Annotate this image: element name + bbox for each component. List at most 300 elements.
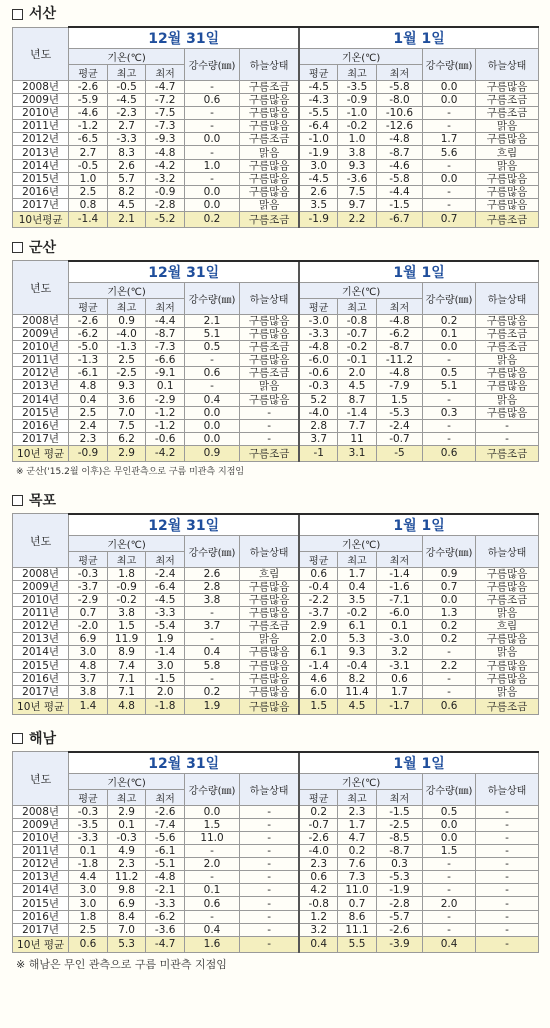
table-cell: -1.7 [376,698,422,714]
table-row [13,354,539,367]
table-cell: - [476,805,539,818]
table-cell: -4.8 [376,133,422,146]
table-cell: 1.4 [69,698,108,714]
min-header: 최저 [146,789,185,805]
table-cell: 0.6 [299,567,338,580]
table-cell: 구름많음 [476,172,539,185]
table-cell: 7.4 [107,659,146,672]
table-cell: 10년 평균 [13,445,69,461]
table-cell: 3.0 [69,646,108,659]
table-cell: 구름많음 [240,580,300,593]
table-cell: -4.0 [299,845,338,858]
table-cell: -1.3 [107,341,146,354]
table-cell: - [423,871,476,884]
table-cell: 2.3 [338,805,377,818]
table-cell: -4.4 [376,185,422,198]
table-cell: -3.3 [107,133,146,146]
table-cell: -2.8 [376,897,422,910]
section-name: 목포 [29,492,57,509]
section-title [12,491,540,511]
table-cell: -5.9 [69,94,108,107]
table-row [13,818,539,831]
table-cell: - [476,884,539,897]
table-cell: -4.5 [299,81,338,94]
avg-header: 평균 [299,298,338,314]
table-cell: -2.6 [69,314,108,327]
table-cell: - [184,910,239,923]
table-cell: 2015년 [13,406,69,419]
table-cell: 8.6 [338,910,377,923]
table-cell: 2.7 [107,120,146,133]
table-cell: 1.7 [338,567,377,580]
table-cell: 0.4 [184,646,239,659]
table-cell: 3.8 [107,607,146,620]
table-cell: 7.5 [107,419,146,432]
temp-header: 기온(℃) [69,535,185,551]
table-cell: 1.5 [423,845,476,858]
table-cell: 6.0 [299,685,338,698]
table-cell: 3.0 [69,897,108,910]
table-cell: -4.6 [376,159,422,172]
table-cell: 4.7 [338,832,377,845]
table-cell: - [476,818,539,831]
table-cell: 맑음 [240,633,300,646]
sky-header: 하늘상태 [240,535,300,567]
max-header: 최고 [338,789,377,805]
min-header: 최저 [376,789,422,805]
table-cell: 2.7 [69,146,108,159]
table-cell: 0.7 [423,211,476,227]
table-cell: 4.4 [69,871,108,884]
sky-header: 하늘상태 [240,49,300,81]
table-cell: -1.4 [69,211,108,227]
table-cell: -5.7 [376,910,422,923]
table-cell: 9.3 [107,380,146,393]
table-cell: 구름조금 [240,445,300,461]
table-cell: 구름많음 [476,672,539,685]
max-header: 최고 [338,298,377,314]
precip-header: 강수량(㎜) [423,535,476,567]
year-header: 년도 [13,27,69,81]
table-cell: -0.2 [338,341,377,354]
table-cell: - [476,832,539,845]
table-cell: 구름조금 [240,620,300,633]
table-row [13,380,539,393]
table-cell: 5.3 [338,633,377,646]
table-cell: -0.3 [69,805,108,818]
table-cell: 1.7 [376,685,422,698]
table-cell: 5.5 [338,936,377,952]
table-cell: -0.6 [146,432,185,445]
table-cell: 구름많음 [476,380,539,393]
table-cell: -1 [299,445,338,461]
table-cell: 6.2 [107,432,146,445]
table-cell: 0.6 [376,672,422,685]
avg-header: 평균 [69,65,108,81]
table-row [13,923,539,936]
table-cell: -6.4 [299,120,338,133]
table-cell: -3.9 [376,936,422,952]
table-cell: 9.7 [338,198,377,211]
table-cell: - [423,923,476,936]
table-cell: 2.3 [107,858,146,871]
weather-table [12,751,539,953]
table-row [13,607,539,620]
checkbox-icon [12,242,23,253]
precip-header: 강수량(㎜) [184,282,239,314]
table-cell: 6.9 [107,897,146,910]
table-cell: -8.7 [376,341,422,354]
temp-header: 기온(℃) [69,773,185,789]
table-cell: 8.7 [338,393,377,406]
table-cell: 11.1 [338,923,377,936]
table-row [13,884,539,897]
checkbox-icon [12,495,23,506]
table-cell: -8.7 [146,328,185,341]
max-header: 최고 [338,65,377,81]
table-cell: -8.7 [376,845,422,858]
table-cell: 1.7 [338,818,377,831]
table-cell: 구름많음 [240,685,300,698]
table-cell: -3.3 [69,832,108,845]
table-cell: -3.7 [69,580,108,593]
temp-header: 기온(℃) [299,49,422,65]
table-cell: -4.2 [146,159,185,172]
min-header: 최저 [376,65,422,81]
table-cell: -9.3 [146,133,185,146]
table-cell: - [240,871,300,884]
table-row [13,107,539,120]
table-cell: 0.0 [423,818,476,831]
table-cell: 1.8 [69,910,108,923]
table-cell: -0.2 [107,594,146,607]
table-cell: - [476,871,539,884]
table-cell: -5.6 [146,832,185,845]
table-cell: -3.7 [299,607,338,620]
weather-table [12,26,539,228]
table-row [13,659,539,672]
table-cell: 0.5 [184,341,239,354]
table-cell: 0.0 [423,172,476,185]
table-cell: -2.4 [376,419,422,432]
table-cell: - [240,832,300,845]
table-row [13,646,539,659]
table-cell: 구름조금 [476,94,539,107]
table-cell: -2.9 [69,594,108,607]
table-cell: 5.6 [423,146,476,159]
table-cell: -2.1 [146,884,185,897]
table-cell: 4.8 [107,698,146,714]
table-cell: 2014년 [13,393,69,406]
table-cell: 2016년 [13,672,69,685]
table-cell: 0.9 [184,445,239,461]
table-cell: 2016년 [13,419,69,432]
table-cell: 2012년 [13,620,69,633]
table-cell: 0.2 [299,805,338,818]
table-cell: 구름많음 [476,633,539,646]
table-cell: -1.4 [299,659,338,672]
table-cell: 0.4 [299,936,338,952]
table-cell: 0.6 [69,936,108,952]
section-name: 서산 [29,6,57,22]
precip-header: 강수량(㎜) [423,773,476,805]
table-cell: 1.0 [338,133,377,146]
max-header: 최고 [107,65,146,81]
table-cell: - [240,805,300,818]
table-cell: 10년 평균 [13,698,69,714]
table-cell: 3.0 [299,159,338,172]
table-cell: 2.3 [69,432,108,445]
table-cell: -2.6 [376,923,422,936]
table-cell: 2011년 [13,120,69,133]
table-cell: -3.1 [376,659,422,672]
table-cell: 2.0 [299,633,338,646]
table-cell: 2015년 [13,172,69,185]
table-cell: 구름많음 [476,314,539,327]
table-cell: 구름많음 [240,120,300,133]
table-cell: 3.8 [69,685,108,698]
section-seosan [12,4,540,228]
table-cell: 2013년 [13,146,69,159]
table-row [13,805,539,818]
table-row [13,620,539,633]
table-cell: 0.2 [338,845,377,858]
table-cell: -8.7 [376,146,422,159]
table-cell: 1.5 [376,393,422,406]
table-cell: 2008년 [13,567,69,580]
table-cell: 10년평균 [13,211,69,227]
table-cell: 0.0 [423,594,476,607]
table-row [13,198,539,211]
table-cell: - [423,354,476,367]
date-header-jan1: 1월 1일 [299,261,538,283]
table-cell: 6.1 [338,620,377,633]
table-cell: 구름조금 [240,211,300,227]
table-cell: 6.1 [299,646,338,659]
table-cell: 10년 평균 [13,936,69,952]
table-row [13,185,539,198]
table-cell: 0.0 [423,94,476,107]
table-cell: -4.5 [299,172,338,185]
table-cell: 0.5 [423,367,476,380]
table-cell: 2012년 [13,858,69,871]
table-cell: 구름많음 [476,580,539,593]
table-cell: -5.5 [299,107,338,120]
table-cell: 구름조금 [240,341,300,354]
table-cell: 2009년 [13,580,69,593]
table-cell: 2011년 [13,607,69,620]
table-cell: -4.6 [69,107,108,120]
table-cell: 4.9 [107,845,146,858]
avg-header: 평균 [299,789,338,805]
table-cell: 0.0 [184,185,239,198]
table-cell: 구름많음 [240,159,300,172]
table-cell: -2.3 [107,107,146,120]
min-header: 최저 [376,551,422,567]
table-cell: -0.2 [338,607,377,620]
table-cell: -3.0 [376,633,422,646]
table-row [13,432,539,445]
table-cell: 0.5 [423,805,476,818]
table-row [13,172,539,185]
table-cell: 구름조금 [240,367,300,380]
date-header-jan1: 1월 1일 [299,752,538,774]
table-cell: -0.4 [338,659,377,672]
table-cell: 2.1 [107,211,146,227]
temp-header: 기온(℃) [299,773,422,789]
table-cell: 2014년 [13,159,69,172]
table-cell: 11.4 [338,685,377,698]
table-cell: 0.2 [423,314,476,327]
table-cell: -6.1 [69,367,108,380]
table-cell: 8.2 [338,672,377,685]
table-cell: 3.7 [299,432,338,445]
precip-header: 강수량(㎜) [423,49,476,81]
table-cell: 구름조금 [476,445,539,461]
table-cell: - [184,146,239,159]
precip-header: 강수량(㎜) [423,282,476,314]
table-cell: -3.6 [338,172,377,185]
table-cell: -5.0 [69,341,108,354]
table-row [13,832,539,845]
table-cell: 흐림 [476,620,539,633]
avg-header: 평균 [69,298,108,314]
avg-header: 평균 [69,789,108,805]
table-cell: 0.1 [184,884,239,897]
table-cell: -3.0 [299,314,338,327]
table-cell: 2009년 [13,818,69,831]
table-row [13,81,539,94]
table-cell: -4.7 [146,81,185,94]
table-cell: -7.5 [146,107,185,120]
table-cell: 2009년 [13,94,69,107]
table-cell: - [240,910,300,923]
table-cell: 1.8 [107,567,146,580]
table-cell: 구름조금 [476,698,539,714]
table-row [13,567,539,580]
table-row [13,146,539,159]
table-cell: -3.6 [146,923,185,936]
table-cell: 2.5 [69,923,108,936]
avg-header: 평균 [299,551,338,567]
table-cell: 2014년 [13,884,69,897]
section-name: 해남 [29,730,57,747]
sky-header: 하늘상태 [476,535,539,567]
table-cell: 2009년 [13,328,69,341]
table-cell: -4.8 [146,871,185,884]
table-row [13,845,539,858]
table-cell: -0.9 [338,94,377,107]
table-cell: 2017년 [13,685,69,698]
table-cell: 0.0 [184,198,239,211]
table-cell: 9.3 [338,159,377,172]
table-cell: 맑음 [476,646,539,659]
table-cell: 0.4 [184,923,239,936]
table-cell: -0.3 [69,567,108,580]
table-cell: 7.5 [338,185,377,198]
table-cell: 0.0 [184,432,239,445]
table-cell: - [240,936,300,952]
table-cell: -1.9 [376,884,422,897]
table-cell: 2.2 [423,659,476,672]
table-cell: 구름조금 [240,81,300,94]
table-cell: 3.2 [376,646,422,659]
table-cell: - [184,120,239,133]
table-cell: -3.5 [338,81,377,94]
table-cell: -0.8 [299,897,338,910]
table-cell: -4.8 [376,314,422,327]
table-cell: - [240,432,300,445]
table-cell: - [240,845,300,858]
table-cell: 2008년 [13,805,69,818]
table-cell: 5.7 [107,172,146,185]
precip-header: 강수량(㎜) [184,535,239,567]
table-cell: - [476,432,539,445]
table-cell: -5.4 [146,620,185,633]
table-cell: -0.3 [299,380,338,393]
table-cell: 0.2 [423,620,476,633]
table-cell: 5.8 [184,659,239,672]
table-cell: 11.9 [107,633,146,646]
table-cell: - [423,107,476,120]
table-cell: - [184,380,239,393]
table-cell: - [240,923,300,936]
table-cell: 1.6 [184,936,239,952]
table-cell: 0.0 [184,406,239,419]
table-cell: 1.5 [107,620,146,633]
table-cell: 구름조금 [476,341,539,354]
table-cell: 구름많음 [476,185,539,198]
table-cell: -9.1 [146,367,185,380]
table-cell: -5.1 [146,858,185,871]
table-cell: - [476,897,539,910]
min-header: 최저 [146,65,185,81]
table-cell: -2.6 [146,805,185,818]
table-cell: 2014년 [13,646,69,659]
table-row [13,133,539,146]
table-cell: -2.5 [376,818,422,831]
table-cell: -0.5 [107,81,146,94]
table-cell: -4.5 [146,594,185,607]
table-cell: 구름많음 [240,393,300,406]
table-cell: 6.9 [69,633,108,646]
table-cell: - [476,910,539,923]
table-cell: - [476,936,539,952]
table-cell: 3.5 [299,198,338,211]
table-cell: 구름조금 [476,211,539,227]
section-title [12,238,540,258]
table-cell: 8.3 [107,146,146,159]
table-cell: 3.0 [146,659,185,672]
table-row [13,580,539,593]
precip-header: 강수량(㎜) [184,773,239,805]
table-cell: 맑음 [240,146,300,159]
table-cell: 2013년 [13,380,69,393]
max-header: 최고 [107,298,146,314]
table-cell: - [423,646,476,659]
table-row [13,94,539,107]
table-cell: 0.0 [423,832,476,845]
table-cell: 구름많음 [240,314,300,327]
table-cell: 2016년 [13,910,69,923]
table-cell: 3.5 [338,594,377,607]
table-cell: -1.4 [376,567,422,580]
table-cell: 2.8 [184,580,239,593]
table-row [13,685,539,698]
table-cell: -3.2 [146,172,185,185]
table-cell: 3.1 [338,445,377,461]
table-cell: 구름많음 [476,133,539,146]
